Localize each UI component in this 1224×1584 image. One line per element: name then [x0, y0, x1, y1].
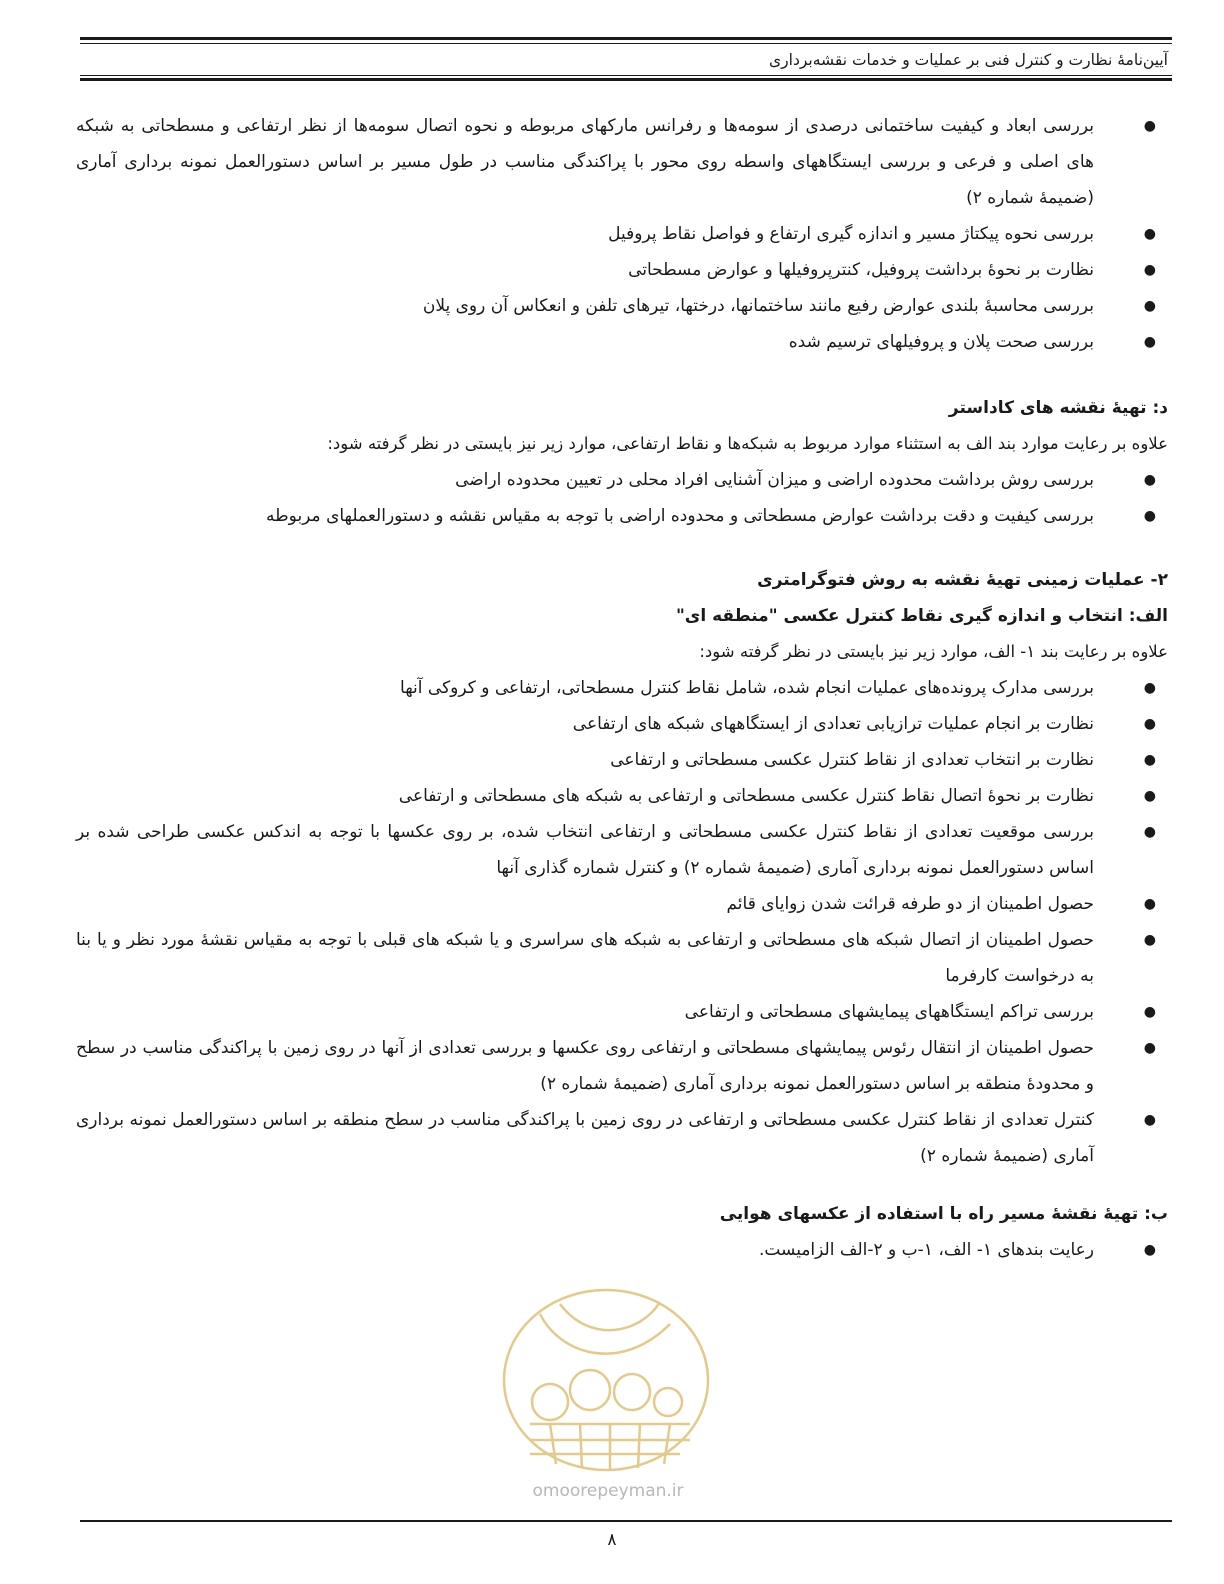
list-item: ● کنترل تعدادی از نقاط کنترل عکسی مسطحاتی و ارتفاعی در روی زمین با پراکندگی مناسب در سطح منطقه بر اساس دستورالعمل نمونه برداری آماری (ضمیمهٔ شماره ۲) — [76, 1102, 1168, 1174]
bullet-icon: ● — [1143, 118, 1156, 134]
list-item: ● بررسی موقعیت تعدادی از نقاط کنترل عکسی مسطحاتی و ارتفاعی انتخاب شده، بر روی عکسها با توجه به اندکس عکسی طراحی شده بر اساس دستورالعمل نمونه برداری آماری (ضمیمهٔ شماره ۲) و کنترل شماره گذاری آنها — [76, 814, 1168, 886]
aerial-route-list — [76, 1232, 1168, 1268]
bullet-icon: ● — [1143, 1040, 1156, 1056]
bullet-icon: ● — [1143, 334, 1156, 350]
bullet-icon: ● — [1143, 932, 1156, 948]
cadastre-intro: علاوه بر رعایت موارد بند الف به استثناء موارد مربوط به شبکه‌ها و نقاط ارتفاعی، موارد زیر نیز بایستی در نظر گرفته شود: — [327, 434, 1168, 453]
list-item: ● بررسی مدارک پرونده‌های عملیات انجام شده، شامل نقاط کنترل مسطحاتی، ارتفاعی و کروکی آنها — [76, 670, 1168, 706]
bullet-icon: ● — [1143, 298, 1156, 314]
list-item: ● بررسی کیفیت و دقت برداشت عوارض مسطحاتی و محدوده اراضی با توجه به مقیاس نقشه و دستورالعملهای مربوطه — [76, 498, 1168, 534]
list-item: ● بررسی ابعاد و کیفیت ساختمانی درصدی از سومه‌ها و رفرانس مارکهای مربوطه و نحوه اتصال سومه‌ها از نظر ارتفاعی و مسطحاتی به شبکه های اصلی و فرعی و بررسی ایستگاههای واسطه روی محور با پراکندگی مناسب در طول مسیر بر اساس دستورالعمل نمونه برداری آماری (ضمیمهٔ شماره ۲) — [76, 108, 1168, 216]
bullet-icon: ● — [1143, 752, 1156, 768]
route-survey-list — [76, 108, 1168, 360]
header-rule — [80, 75, 1172, 76]
bullet-icon: ● — [1143, 472, 1156, 488]
list-item: ● بررسی محاسبهٔ بلندی عوارض رفیع مانند ساختمانها، درختها، تیرهای تلفن و انعکاس آن روی پلان — [76, 288, 1168, 324]
bullet-icon: ● — [1143, 1004, 1156, 1020]
list-item: ● نظارت بر انجام عملیات ترازیابی تعدادی از ایستگاههای شبکه های ارتفاعی — [76, 706, 1168, 742]
watermark-stamp-logo — [500, 1284, 712, 1474]
page-body — [76, 108, 1168, 1268]
bullet-icon: ● — [1143, 1112, 1156, 1128]
photogrammetry-list — [76, 670, 1168, 1174]
list-item: ● بررسی تراکم ایستگاههای پیمایشهای مسطحاتی و ارتفاعی — [76, 994, 1168, 1030]
list-item: ● نظارت بر انتخاب تعدادی از نقاط کنترل عکسی مسطحاتی و ارتفاعی — [76, 742, 1168, 778]
page-number: ۸ — [607, 1530, 617, 1550]
bullet-icon: ● — [1143, 1242, 1156, 1258]
bullet-icon: ● — [1143, 824, 1156, 840]
bullet-icon: ● — [1143, 896, 1156, 912]
header-rule — [80, 43, 1172, 44]
bullet-icon: ● — [1143, 716, 1156, 732]
cadastre-heading: د: تهیهٔ نقشه های کاداستر — [948, 398, 1168, 418]
header-rule — [80, 37, 1172, 40]
bullet-icon: ● — [1143, 508, 1156, 524]
list-item: ● حصول اطمینان از دو طرفه قرائت شدن زوایای قائم — [76, 886, 1168, 922]
list-item: ● حصول اطمینان از اتصال شبکه های مسطحاتی و ارتفاعی به شبکه های سراسری و یا شبکه های قبلی با توجه به مقیاس نقشهٔ مورد نظر و یا بنا به درخواست کارفرما — [76, 922, 1168, 994]
list-item: ● رعایت بندهای ۱- الف، ۱-ب و ۲-الف الزامیست. — [76, 1232, 1168, 1268]
running-header: آیین‌نامهٔ نظارت و کنترل فنی بر عملیات و خدمات نقشه‌برداری — [769, 51, 1168, 69]
bullet-icon: ● — [1143, 226, 1156, 242]
list-item: ● نظارت بر نحوهٔ برداشت پروفیل، کنترپروفیلها و عوارض مسطحاتی — [76, 252, 1168, 288]
bullet-icon: ● — [1143, 788, 1156, 804]
control-points-subheading: الف: انتخاب و اندازه گیری نقاط کنترل عکسی "منطقه ای" — [675, 606, 1168, 626]
bullet-icon: ● — [1143, 262, 1156, 278]
list-item: ● بررسی نحوه پیکتاژ مسیر و اندازه گیری ارتفاع و فواصل نقاط پروفیل — [76, 216, 1168, 252]
bullet-icon: ● — [1143, 680, 1156, 696]
list-item: ● حصول اطمینان از انتقال رئوس پیمایشهای مسطحاتی و ارتفاعی روی عکسها و بررسی تعدادی از آنها در روی زمین با پراکندگی مناسب در سطح و محدودهٔ منطقه بر اساس دستورالعمل نمونه برداری آماری (ضمیمهٔ شماره ۲) — [76, 1030, 1168, 1102]
header-rule — [80, 78, 1172, 81]
footer-rule — [80, 1520, 1172, 1522]
photogrammetry-intro: علاوه بر رعایت بند ۱- الف، موارد زیر نیز بایستی در نظر گرفته شود: — [699, 642, 1168, 661]
watermark-url: omoorepeyman.ir — [532, 1481, 684, 1501]
list-item: ● بررسی صحت پلان و پروفیلهای ترسیم شده — [76, 324, 1168, 360]
cadastre-list — [76, 462, 1168, 534]
list-item: ● نظارت بر نحوهٔ اتصال نقاط کنترل عکسی مسطحاتی و ارتفاعی به شبکه های مسطحاتی و ارتفاعی — [76, 778, 1168, 814]
photogrammetry-heading: ۲- عملیات زمینی تهیهٔ نقشه به روش فتوگرامتری — [757, 570, 1168, 590]
aerial-route-heading: ب: تهیهٔ نقشهٔ مسیر راه با استفاده از عکسهای هوایی — [719, 1204, 1168, 1224]
list-item: ● بررسی روش برداشت محدوده اراضی و میزان آشنایی افراد محلی در تعیین محدوده اراضی — [76, 462, 1168, 498]
